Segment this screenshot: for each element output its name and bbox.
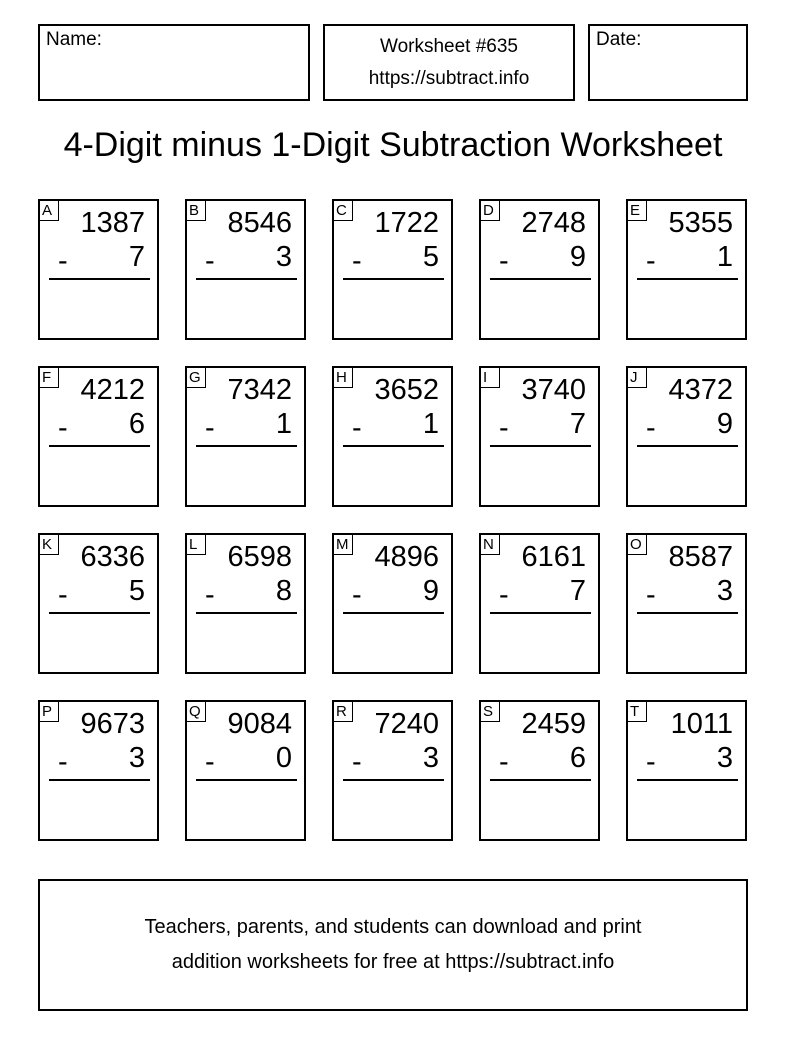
subtrahend: 7 xyxy=(128,241,145,273)
subtrahend: 1 xyxy=(275,408,292,440)
answer-rule xyxy=(49,779,150,781)
answer-rule xyxy=(637,779,738,781)
minuend: 1387 xyxy=(80,207,145,239)
minus-sign: - xyxy=(205,746,215,778)
answer-rule xyxy=(637,278,738,280)
subtrahend: 6 xyxy=(128,408,145,440)
problem-letter: L xyxy=(186,534,206,555)
problem-letter: E xyxy=(627,200,647,221)
problem-card-p[interactable] xyxy=(38,700,159,841)
problem-letter: Q xyxy=(186,701,206,722)
problem-letter: B xyxy=(186,200,206,221)
minuend: 8546 xyxy=(227,207,292,239)
worksheet-url: https://subtract.info xyxy=(368,68,530,89)
minuend: 9084 xyxy=(227,708,292,740)
problem-card-n[interactable] xyxy=(479,533,600,674)
page-title: 4-Digit minus 1-Digit Subtraction Worksheet xyxy=(63,126,723,164)
problem-card-i[interactable] xyxy=(479,366,600,507)
worksheet-number: Worksheet #635 xyxy=(379,36,518,57)
answer-rule xyxy=(49,612,150,614)
minus-sign: - xyxy=(58,579,68,611)
subtrahend: 5 xyxy=(422,241,439,273)
problem-card-s[interactable] xyxy=(479,700,600,841)
minus-sign: - xyxy=(352,579,362,611)
problem-card-j[interactable] xyxy=(626,366,747,507)
problem-card-m[interactable] xyxy=(332,533,453,674)
worksheet-id-box xyxy=(323,24,575,101)
minus-sign: - xyxy=(352,245,362,277)
problem-letter: D xyxy=(480,200,500,221)
answer-rule xyxy=(490,278,591,280)
subtrahend: 9 xyxy=(422,575,439,607)
answer-rule xyxy=(49,445,150,447)
minuend: 5355 xyxy=(668,207,733,239)
minus-sign: - xyxy=(646,245,656,277)
minus-sign: - xyxy=(499,412,509,444)
minuend: 4212 xyxy=(80,374,145,406)
minuend: 8587 xyxy=(668,541,733,573)
minus-sign: - xyxy=(58,245,68,277)
subtrahend: 3 xyxy=(422,742,439,774)
minus-sign: - xyxy=(352,746,362,778)
minuend: 4896 xyxy=(374,541,439,573)
subtrahend: 6 xyxy=(569,742,586,774)
minuend: 9673 xyxy=(80,708,145,740)
answer-rule xyxy=(490,779,591,781)
problem-card-f[interactable] xyxy=(38,366,159,507)
problem-letter: C xyxy=(333,200,353,221)
subtrahend: 7 xyxy=(569,408,586,440)
subtrahend: 1 xyxy=(422,408,439,440)
subtrahend: 9 xyxy=(716,408,733,440)
minuend: 2748 xyxy=(521,207,586,239)
problem-card-h[interactable] xyxy=(332,366,453,507)
problem-card-b[interactable] xyxy=(185,199,306,340)
answer-rule xyxy=(637,445,738,447)
problem-letter: H xyxy=(333,367,353,388)
problem-card-a[interactable] xyxy=(38,199,159,340)
subtrahend: 9 xyxy=(569,241,586,273)
problem-letter: O xyxy=(627,534,647,555)
answer-rule xyxy=(343,612,444,614)
subtrahend: 3 xyxy=(128,742,145,774)
problem-card-e[interactable] xyxy=(626,199,747,340)
subtrahend: 7 xyxy=(569,575,586,607)
answer-rule xyxy=(196,612,297,614)
minuend: 2459 xyxy=(521,708,586,740)
minus-sign: - xyxy=(58,412,68,444)
problem-card-o[interactable] xyxy=(626,533,747,674)
minuend: 6598 xyxy=(227,541,292,573)
problem-letter: N xyxy=(480,534,500,555)
minus-sign: - xyxy=(58,746,68,778)
minuend: 7342 xyxy=(227,374,292,406)
answer-rule xyxy=(637,612,738,614)
minuend: 1722 xyxy=(374,207,439,239)
minuend: 6161 xyxy=(521,541,586,573)
subtrahend: 5 xyxy=(128,575,145,607)
minus-sign: - xyxy=(646,412,656,444)
problem-letter: P xyxy=(39,701,59,722)
minuend: 3652 xyxy=(374,374,439,406)
problem-card-d[interactable] xyxy=(479,199,600,340)
subtrahend: 3 xyxy=(716,742,733,774)
minuend: 4372 xyxy=(668,374,733,406)
answer-rule xyxy=(490,445,591,447)
subtrahend: 1 xyxy=(716,241,733,273)
problem-letter: G xyxy=(186,367,206,388)
problem-letter: I xyxy=(480,367,500,388)
minus-sign: - xyxy=(646,579,656,611)
answer-rule xyxy=(343,278,444,280)
problem-letter: M xyxy=(333,534,353,555)
footer-line-1: Teachers, parents, and students can download and print xyxy=(144,916,642,938)
minus-sign: - xyxy=(352,412,362,444)
problem-letter: K xyxy=(39,534,59,555)
minus-sign: - xyxy=(499,245,509,277)
problem-card-r[interactable] xyxy=(332,700,453,841)
subtrahend: 8 xyxy=(275,575,292,607)
minuend: 7240 xyxy=(374,708,439,740)
answer-rule xyxy=(49,278,150,280)
footer-line-2: addition worksheets for free at https://subtract.info xyxy=(171,951,615,973)
minuend: 1011 xyxy=(670,708,733,740)
name-box[interactable] xyxy=(38,24,310,101)
problem-card-l[interactable] xyxy=(185,533,306,674)
problem-card-k[interactable] xyxy=(38,533,159,674)
problem-letter: F xyxy=(39,367,59,388)
answer-rule xyxy=(196,779,297,781)
minus-sign: - xyxy=(205,245,215,277)
subtrahend: 0 xyxy=(275,742,292,774)
problem-letter: R xyxy=(333,701,353,722)
date-label: Date: xyxy=(596,29,642,50)
answer-rule xyxy=(343,779,444,781)
answer-rule xyxy=(196,445,297,447)
minus-sign: - xyxy=(499,746,509,778)
problem-letter: T xyxy=(627,701,647,722)
minus-sign: - xyxy=(499,579,509,611)
problem-card-q[interactable] xyxy=(185,700,306,841)
name-label: Name: xyxy=(46,29,102,50)
problem-card-g[interactable] xyxy=(185,366,306,507)
minus-sign: - xyxy=(646,746,656,778)
minuend: 6336 xyxy=(80,541,145,573)
problem-letter: J xyxy=(627,367,647,388)
problem-letter: A xyxy=(39,200,59,221)
subtrahend: 3 xyxy=(275,241,292,273)
problem-card-t[interactable] xyxy=(626,700,747,841)
subtrahend: 3 xyxy=(716,575,733,607)
date-box[interactable] xyxy=(588,24,748,101)
problem-letter: S xyxy=(480,701,500,722)
minus-sign: - xyxy=(205,579,215,611)
footer-box xyxy=(38,879,748,1011)
minuend: 3740 xyxy=(521,374,586,406)
minus-sign: - xyxy=(205,412,215,444)
problem-card-c[interactable] xyxy=(332,199,453,340)
answer-rule xyxy=(343,445,444,447)
answer-rule xyxy=(490,612,591,614)
answer-rule xyxy=(196,278,297,280)
